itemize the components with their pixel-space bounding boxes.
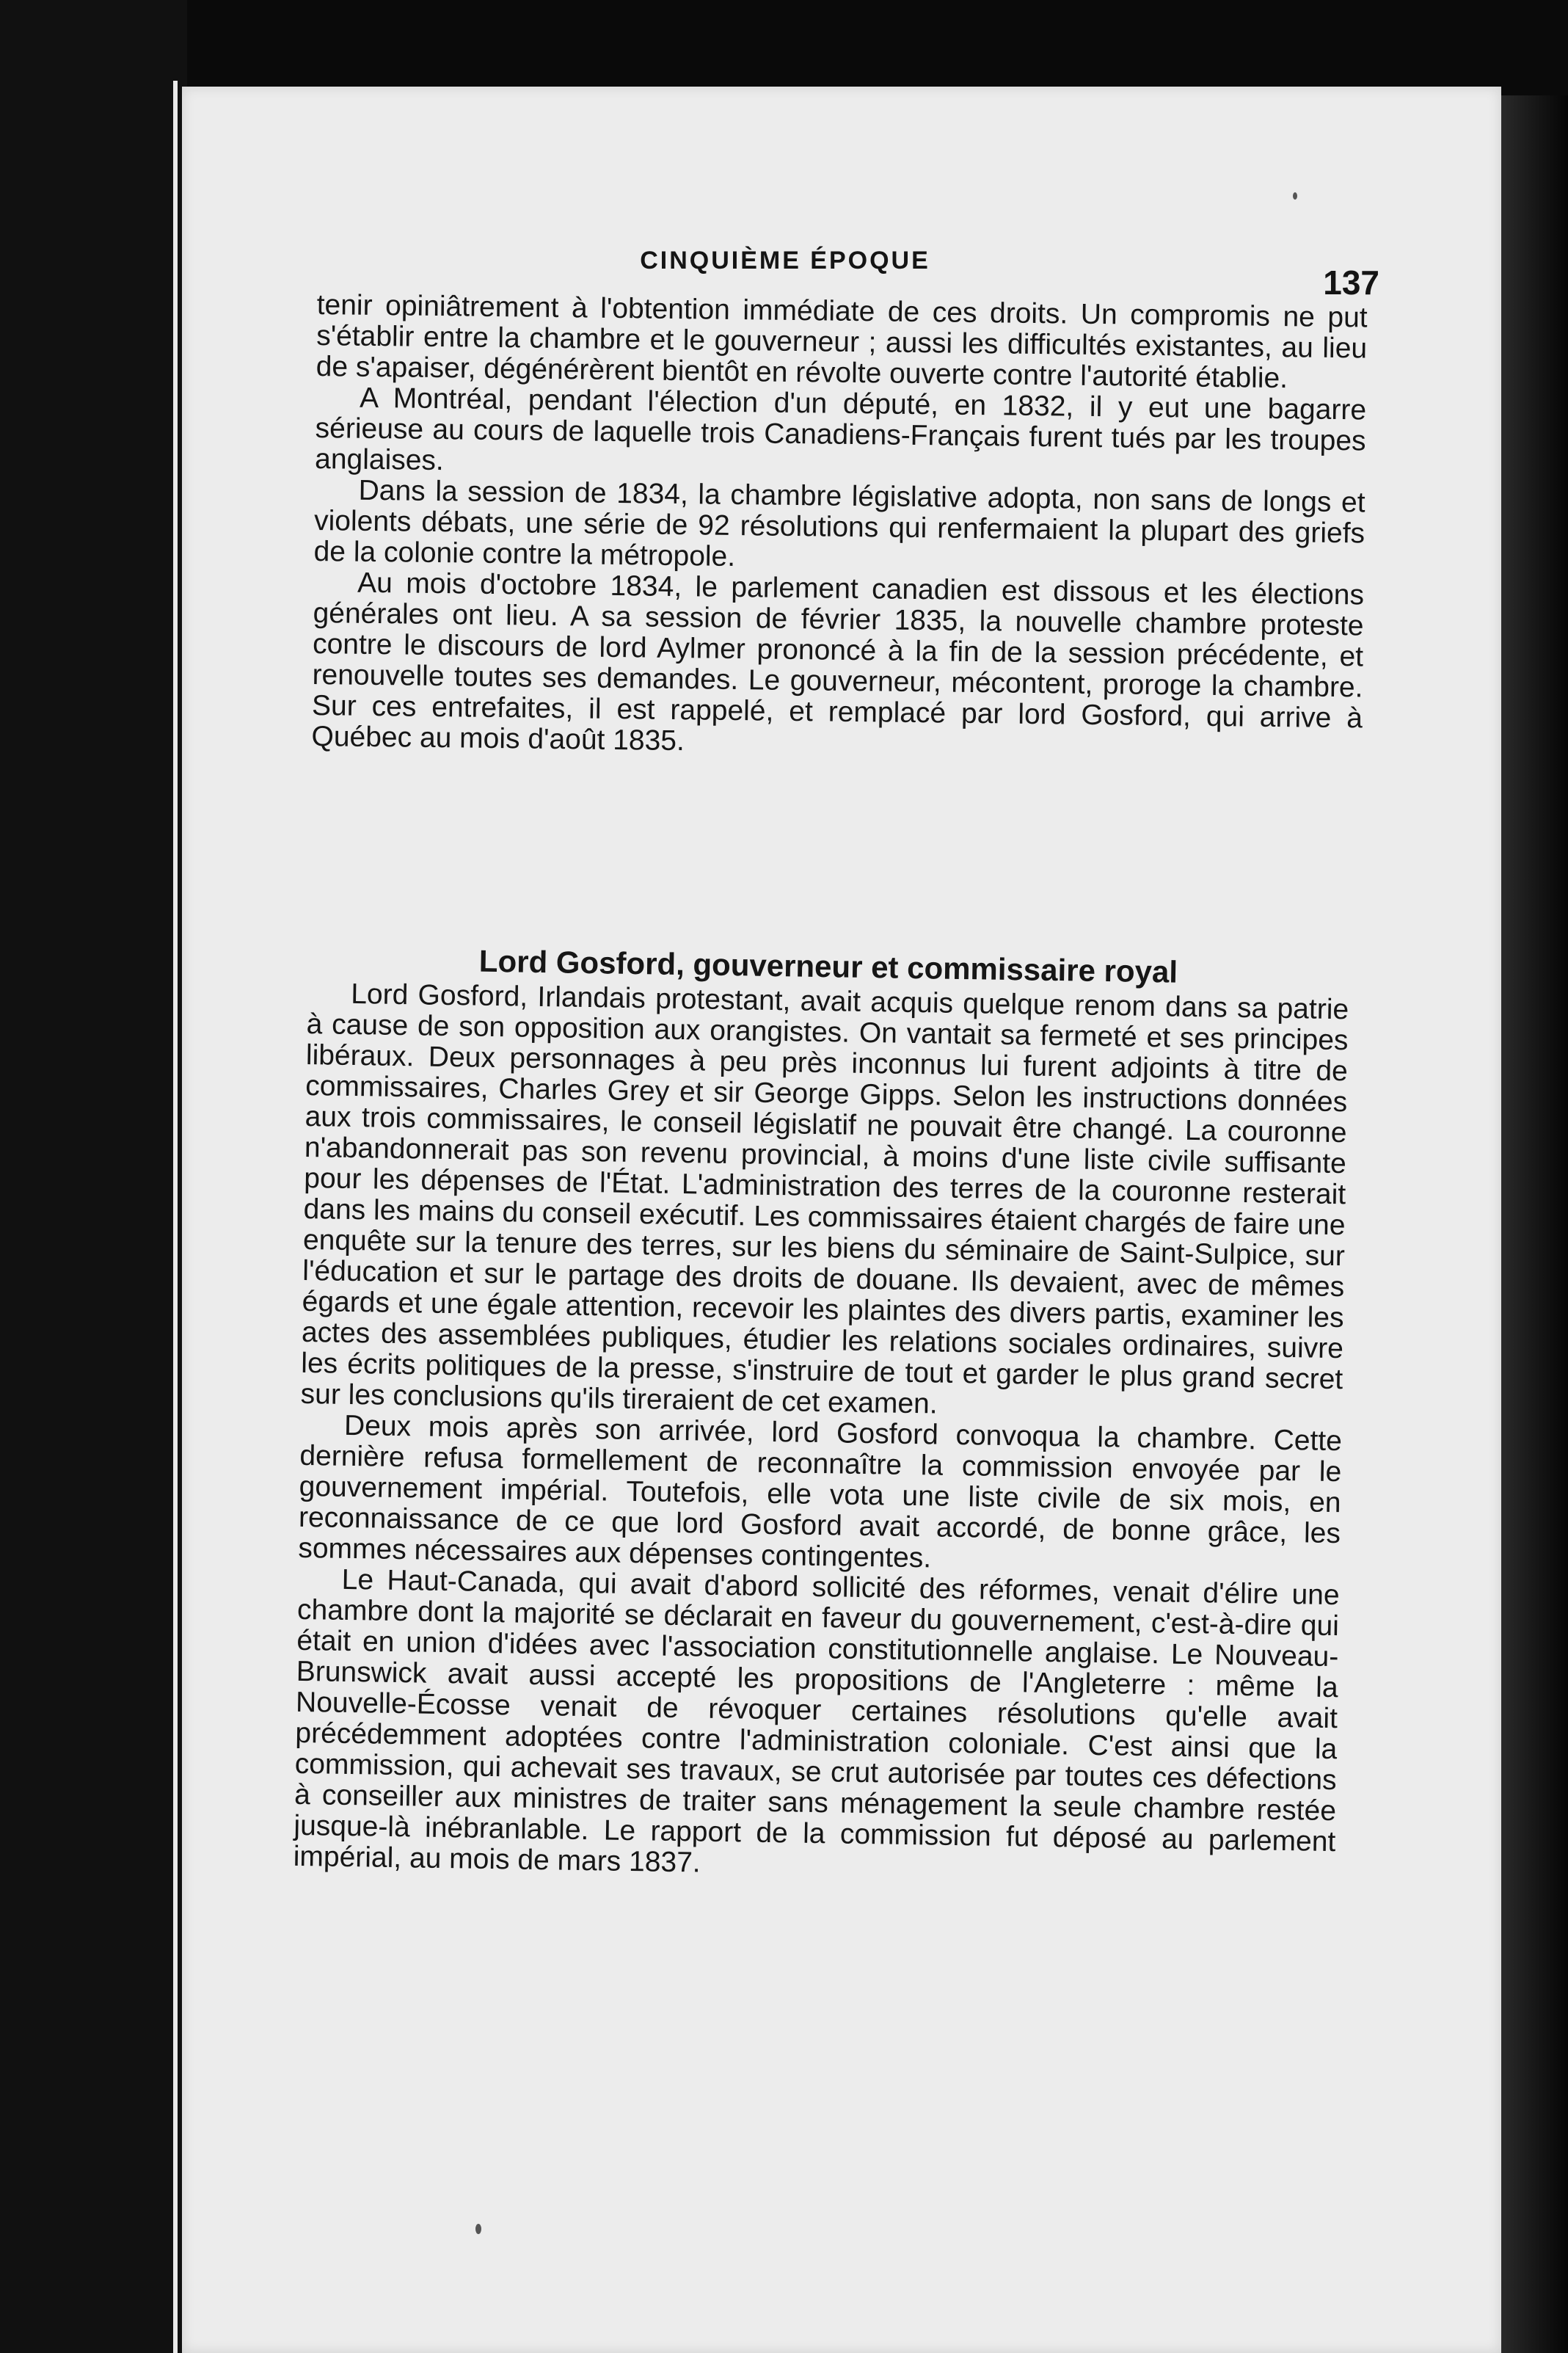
running-head: CINQUIÈME ÉPOQUE bbox=[640, 247, 930, 274]
dust-speck bbox=[1293, 192, 1297, 200]
body-text-top bbox=[311, 290, 1368, 765]
binding-edge bbox=[173, 81, 178, 2353]
section-heading: Lord Gosford, gouverneur et commissaire royal bbox=[478, 943, 1178, 989]
left-margin bbox=[0, 0, 187, 2353]
paragraph: Dans la session de 1834, la chambre législative adopta, non sans de longs et violents débats, une série de 92 résolutions qui renfermaient la plupart des griefs de la colonie contre la métropole. bbox=[313, 474, 1365, 572]
paragraph: tenir opiniâtrement à l'obtention immédiate de ces droits. Un compromis ne put s'établir entre la chambre et le gouverneur ; aussi les difficultés existantes, au lieu de s'apaiser, dégénérèrent bientôt en révolte ouverte contre l'autorité établie. bbox=[316, 289, 1368, 395]
page-number: 137 bbox=[1323, 263, 1379, 302]
right-shadow bbox=[1501, 95, 1568, 2353]
paragraph: Le Haut-Canada, qui avait d'abord sollicité des réformes, venait d'élire une chambre dont la majorité se déclarait en faveur du gouvernement, c'est-à-dire qui était en union d'idées avec l'association constitutionnelle anglaise. Le Nouveau-Brunswick avait aussi accepté les propositions de l'Angleterre : même la Nouvelle-Écosse venait de révoquer certaines résolutions qu'elle avait précédemment adoptées contre l'administration coloniale. C'est ainsi que la commission, qui achevait ses travaux, se crut autorisée par toutes ces défections à conseiller aux ministres de traiter sans ménagement la seule chambre restée jusque-là inébranlable. Le rapport de la commission fut déposé au parlement impérial, au mois de mars 1837. bbox=[293, 1563, 1340, 1879]
paragraph: Lord Gosford, Irlandais protestant, avait acquis quelque renom dans sa patrie à cause de son opposition aux orangistes. On vantait sa fermeté et ses principes libéraux. Deux personnages à peu près inconnus lui furent adjoints à titre de commissaires, Charles Grey et sir George Gipps. Selon les instructions données aux trois commissaires, le conseil législatif ne pouvait être changé. La couronne n'abandonnerait pas son revenu provincial, à moins d'une liste civile suffisante pour les dépenses de l'État. L'administration des terres de la couronne resterait dans les mains du conseil exécutif. Les commissaires étaient chargés de faire une enquête sur la tenure des terres, sur les biens du séminaire de Saint-Sulpice, sur l'éducation et sur le partage des droits de douane. Ils devaient, avec de mêmes égards et une égale attention, recevoir les plaintes des divers partis, examiner les actes des assemblées publiques, étudier les relations sociales ordinaires, suivre les écrits politiques de la presse, s'instruire de tout et garder le plus grand secret sur les conclusions qu'ils tireraient de cet examen. bbox=[300, 978, 1349, 1420]
body-text-bottom bbox=[293, 914, 1349, 1888]
paragraph: Deux mois après son arrivée, lord Gosford convoqua la chambre. Cette dernière refusa formellement de reconnaître la commission envoyée par le gouvernement impérial. Toutefois, elle vota une liste civile de six mois, en reconnaissance de ce que lord Gosford avait accordé, de bonne grâce, les sommes nécessaires aux dépenses contingentes. bbox=[298, 1409, 1343, 1574]
paragraph: A Montréal, pendant l'élection d'un député, en 1832, il y eut une bagarre sérieuse au cours de laquelle trois Canadiens-Français furent tués par les troupes anglaises. bbox=[314, 382, 1367, 477]
paragraph: Au mois d'octobre 1834, le parlement canadien est dissous et les élections générales ont lieu. A sa session de février 1835, la nouvelle chambre proteste contre le discours de lord Aylmer prononcé à la fin de la session précédente, et renouvelle toutes ses demandes. Le gouverneur, mécontent, proroge la chambre. Sur ces entrefaites, il est rappelé, et remplacé par lord Gosford, qui arrive à Québec au mois d'août 1835. bbox=[311, 567, 1365, 757]
dust-speck bbox=[475, 2224, 481, 2234]
